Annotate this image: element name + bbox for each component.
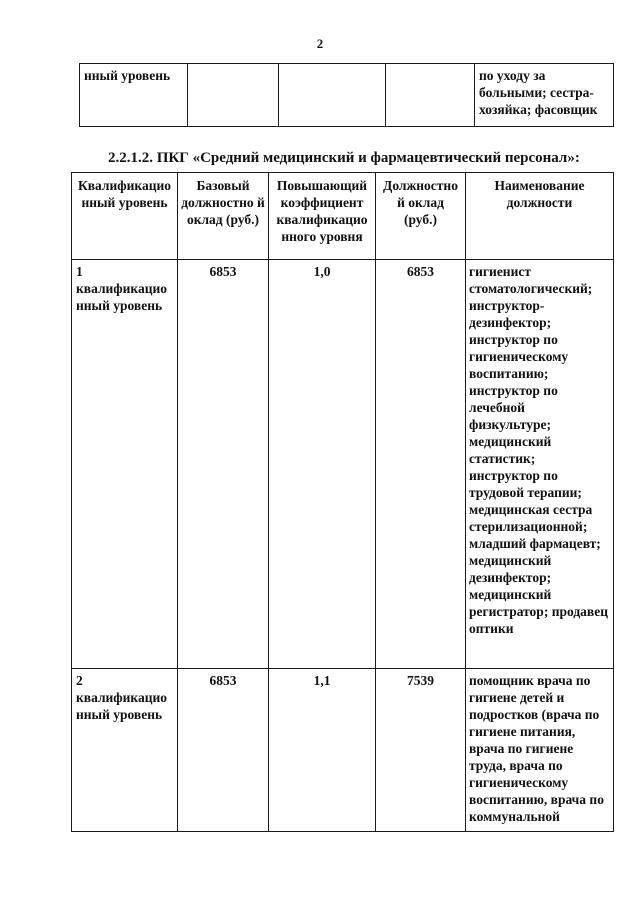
base-salary-cell: 6853 xyxy=(178,669,269,832)
coefficient-cell xyxy=(279,64,386,127)
qualification-level-cell: нный уровень xyxy=(80,64,188,127)
coefficient-cell: 1,1 xyxy=(269,669,376,832)
salary-cell xyxy=(386,64,475,127)
base-salary-cell xyxy=(188,64,279,127)
positions-cell: по уходу за больными; сестра-хозяйка; фасовщик xyxy=(475,64,614,127)
header-coefficient: Повышающий коэффициент квалификацио нного уровня xyxy=(269,173,376,260)
salary-cell: 7539 xyxy=(376,669,466,832)
table-row xyxy=(72,260,614,669)
coefficient-cell: 1,0 xyxy=(269,260,376,669)
page-number: 2 xyxy=(316,36,324,51)
header-salary: Должностно й оклад (руб.) xyxy=(376,173,466,260)
section-heading: 2.2.1.2. ПКГ «Средний медицинский и фармацевтический персонал»: xyxy=(108,150,580,166)
salary-table xyxy=(71,172,614,832)
header-position-name: Наименование должности xyxy=(466,173,614,260)
qualification-level-cell: 1 квалификацио нный уровень xyxy=(72,260,178,669)
salary-cell: 6853 xyxy=(376,260,466,669)
table-row xyxy=(80,64,614,127)
positions-cell: помощник врача по гигиене детей и подростков (врача по гигиене питания, врача по гигиене труда, врача по гигиеническому воспитанию, врача по коммунальной xyxy=(466,669,614,832)
qualification-level-cell: 2 квалификацио нный уровень xyxy=(72,669,178,832)
table-header-row xyxy=(72,173,614,260)
base-salary-cell: 6853 xyxy=(178,260,269,669)
table-row xyxy=(72,669,614,832)
header-base-salary: Базовый должностно й оклад (руб.) xyxy=(178,173,269,260)
positions-cell: гигиенист стоматологический; инструктор-дезинфектор; инструктор по гигиеническому воспитанию; инструктор по лечебной физкультуре; медицинский статистик; инструктор по трудовой терапии; медицинская сестра стерилизационной; младший фармацевт; медицинский дезинфектор; медицинский регистратор; продавец оптики xyxy=(466,260,614,669)
header-qualification-level: Квалификацио нный уровень xyxy=(72,173,178,260)
continuation-table xyxy=(79,63,614,127)
